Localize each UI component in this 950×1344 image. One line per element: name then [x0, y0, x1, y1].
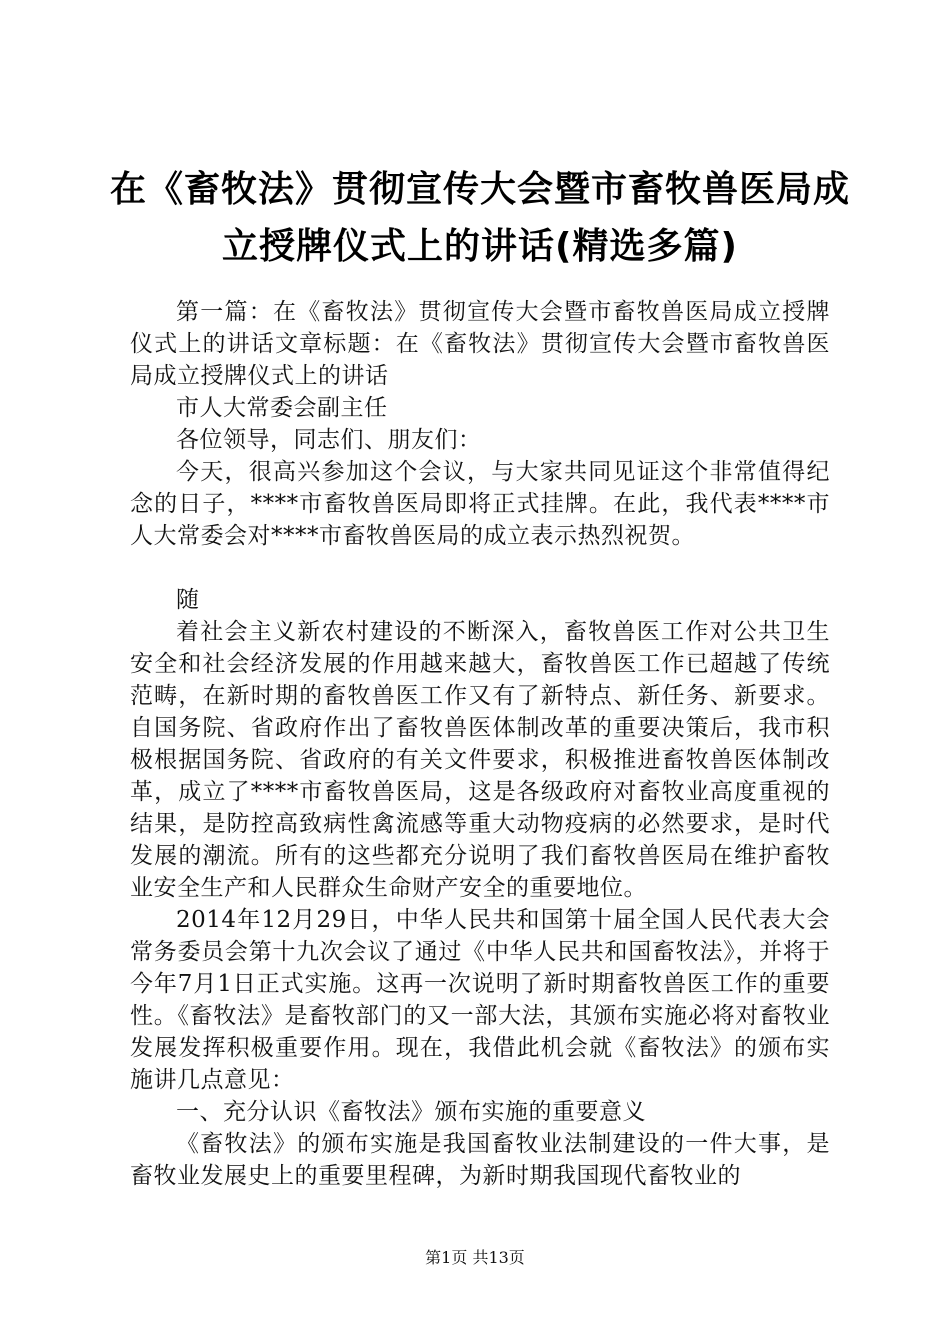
paragraph-spacer: [130, 552, 830, 584]
paragraph: 随: [176, 587, 200, 613]
paragraph: 第一篇：在《畜牧法》贯彻宣传大会暨市畜牧兽医局成立授牌仪式上的讲话文章标题：在《畜牧法》贯彻宣传大会暨市畜牧兽医局成立授牌仪式上的讲话: [130, 299, 830, 389]
paragraph: 《畜牧法》的颁布实施是我国畜牧业法制建设的一件大事，是畜牧业发展史上的重要里程碑，为新时期我国现代畜牧业的: [130, 1131, 830, 1189]
document-body: [130, 296, 830, 1192]
paragraph: 2014年12月29日，中华人民共和国第十届全国人民代表大会常务委员会第十九次会议了通过《中华人民共和国畜牧法》，并将于今年7月1日正式实施。这再一次说明了新时期畜牧兽医工作的重要性。《畜牧法》是畜牧部门的又一部大法，其颁布实施必将对畜牧业发展发挥积极重要作用。现在，我借此机会就《畜牧法》的颁布实施讲几点意见：: [130, 907, 830, 1093]
paragraph: 今天，很高兴参加这个会议，与大家共同见证这个非常值得纪念的日子，****市畜牧兽医局即将正式挂牌。在此，我代表****市人大常委会对****市畜牧兽医局的成立表示热烈祝贺。: [130, 459, 830, 549]
paragraph: 各位领导，同志们、朋友们：: [176, 427, 482, 453]
document-title-line-1: 在《畜牧法》贯彻宣传大会暨市畜牧兽医局成: [110, 169, 851, 210]
document-title-line-2: 立授牌仪式上的讲话(精选多篇): [222, 226, 738, 267]
page-number: 第1页 共13页: [425, 1248, 525, 1267]
paragraph: 着社会主义新农村建设的不断深入，畜牧兽医工作对公共卫生安全和社会经济发展的作用越来越大，畜牧兽医工作已超越了传统范畴，在新时期的畜牧兽医工作又有了新特点、新任务、新要求。自国务院、省政府作出了畜牧兽医体制改革的重要决策后，我市积极根据国务院、省政府的有关文件要求，积极推进畜牧兽医体制改革，成立了****市畜牧兽医局，这是各级政府对畜牧业高度重视的结果，是防控高致病性禽流感等重大动物疫病的必然要求，是时代发展的潮流。所有的这些都充分说明了我们畜牧兽医局在维护畜牧业安全生产和人民群众生命财产安全的重要地位。: [130, 619, 830, 901]
paragraph: 市人大常委会副主任: [176, 395, 388, 421]
section-heading: 一、充分认识《畜牧法》颁布实施的重要意义: [176, 1099, 646, 1125]
